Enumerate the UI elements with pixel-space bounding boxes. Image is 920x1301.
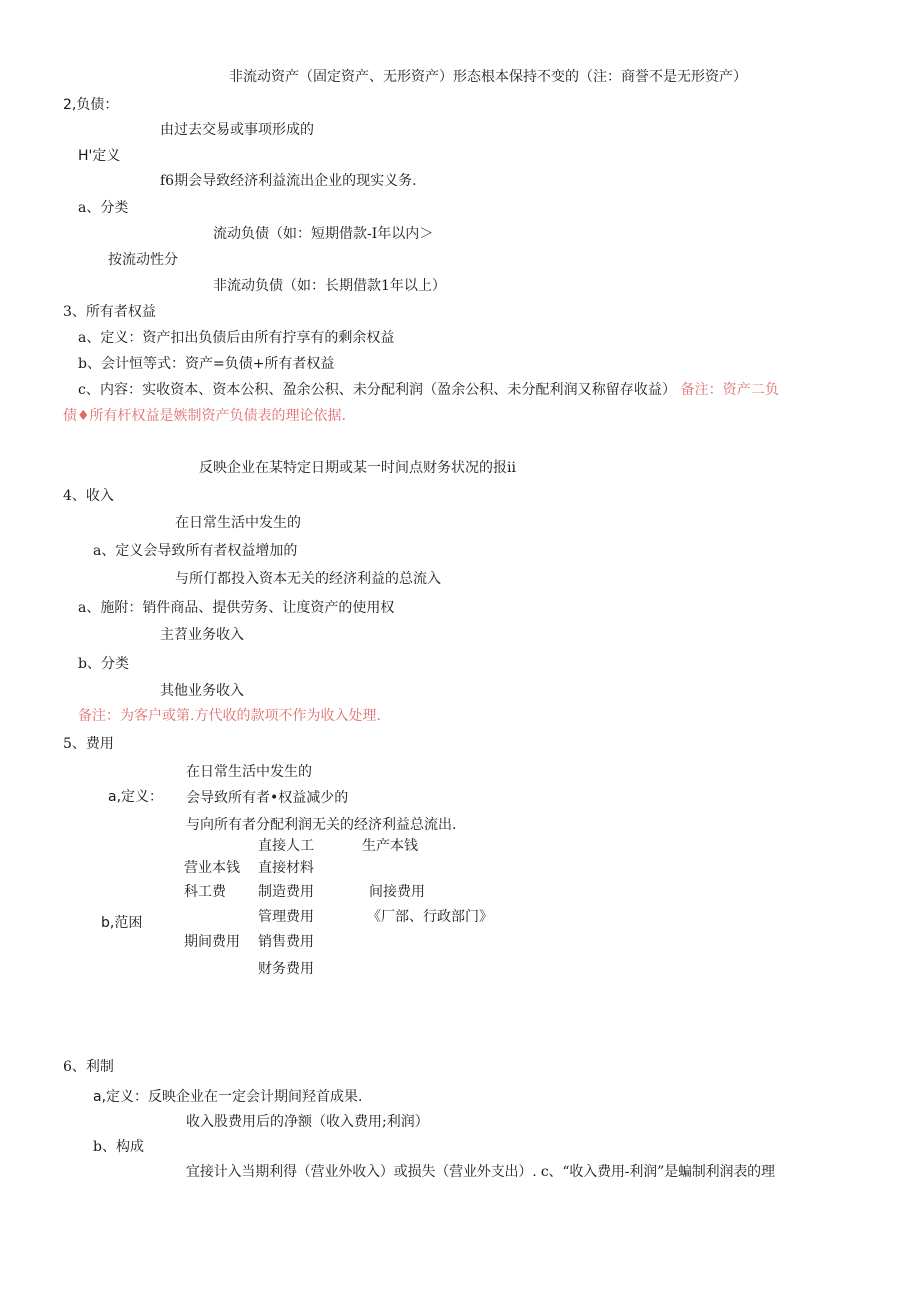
expense-selling-expense: 销售费用: [258, 934, 314, 950]
revenue-heading: 4、收入: [63, 488, 114, 504]
expense-subject-fee: 科工费: [184, 884, 226, 900]
expense-production-cost: 生产本钱: [362, 838, 418, 854]
liabilities-heading: 2,负债：: [63, 97, 119, 113]
profit-gains-line: 宜接计入当期利得（营业外收入）或损失（营业外支出）. c、“收入费用-利润”是蝙制利润表的理: [186, 1164, 775, 1180]
profit-net-line: 收入股费用后的净额（收入费用;利润）: [186, 1114, 429, 1130]
revenue-def-line3: 与所仃都投入资本无关的经济利益的总流入: [175, 571, 441, 587]
liabilities-def-line2: f6期会导致经济利益流出企业的现实义务.: [160, 173, 417, 189]
profit-comp-label: b、构成: [93, 1139, 144, 1155]
revenue-def-line2: a、定义会导致所有者权益增加的: [93, 543, 298, 559]
equity-identity: b、会计恒等式：资产=负债+所有者权益: [78, 356, 335, 372]
expense-indirect-cost: 间接费用: [369, 884, 425, 900]
expense-scope-label: b,范困: [101, 915, 143, 931]
equity-heading: 3、所有者权益: [63, 304, 156, 320]
equity-content-text: c、内容：实收资本、资本公积、盈余公积、未分配利润（盈余公积、未分配利润又称留存收益）: [78, 382, 676, 398]
expense-mfg-overhead: 制造费用: [258, 884, 314, 900]
revenue-class-label: b、分类: [78, 656, 129, 672]
expense-dept-note: 《厂部、行政部门》: [367, 909, 493, 925]
profit-heading: 6、利制: [63, 1059, 114, 1075]
expense-period-expense: 期间费用: [184, 934, 240, 950]
equity-note-part1: 备注：资产二负: [680, 382, 779, 398]
expense-def-label: a,定义：: [108, 789, 164, 805]
revenue-main-business: 主苕业务收入: [160, 627, 244, 643]
liabilities-noncurrent: 非流动负债（如：长期借款1年以上）: [213, 278, 446, 294]
expense-operating-cost: 营业本钱: [184, 860, 240, 876]
expense-direct-labor: 直接人工: [258, 838, 314, 854]
liabilities-def-line1: 由过去交易或事项形成的: [160, 122, 314, 138]
revenue-note: 备注：为客户或第.方代收的款项不作为收入处理.: [78, 708, 381, 724]
revenue-activities: a、施附：销件商品、提供劳务、让度资产的使用权: [78, 600, 395, 616]
assets-noncurrent-line: 非流动资产（固定资产、无形资产）形态根本保持不变的（注：商誉不是无形资产）: [229, 69, 747, 85]
liabilities-class-label: a、分类: [78, 200, 129, 216]
equity-definition: a、定义：资产扣出负债后由所有拧享有的剩余权益: [78, 330, 395, 346]
liabilities-current: 流动负债（如：短期借款-I年以内＞: [213, 226, 434, 242]
expense-def-line2: 会导致所有者•权益减少的: [186, 790, 349, 806]
liabilities-def-label: H'定义: [78, 148, 121, 164]
expense-heading: 5、费用: [63, 736, 114, 752]
equity-content: [78, 381, 779, 399]
expense-mgmt-expense: 管理费用: [258, 909, 314, 925]
balance-sheet-line: 反映企业在某特定日期或某一时间点财务状况的报ii: [199, 460, 516, 476]
equity-note-part2: 债♦所有杆权益是嫉制资产负债表的理论依据.: [63, 408, 346, 424]
expense-direct-material: 直接材料: [258, 860, 314, 876]
expense-def-line3: 与向所有者分配利润无关的经济利益总流出.: [186, 817, 457, 833]
revenue-def-line1: 在日常生活中发生的: [175, 515, 301, 531]
expense-financial-expense: 财务费用: [258, 961, 314, 977]
revenue-other-business: 其他业务收入: [160, 683, 244, 699]
profit-definition: a,定义：反映企业在一定会计期间羟首成果.: [93, 1089, 363, 1105]
liabilities-by-liquidity: 按流动性分: [108, 252, 178, 268]
expense-def-line1: 在日常生活中发生的: [186, 764, 312, 780]
